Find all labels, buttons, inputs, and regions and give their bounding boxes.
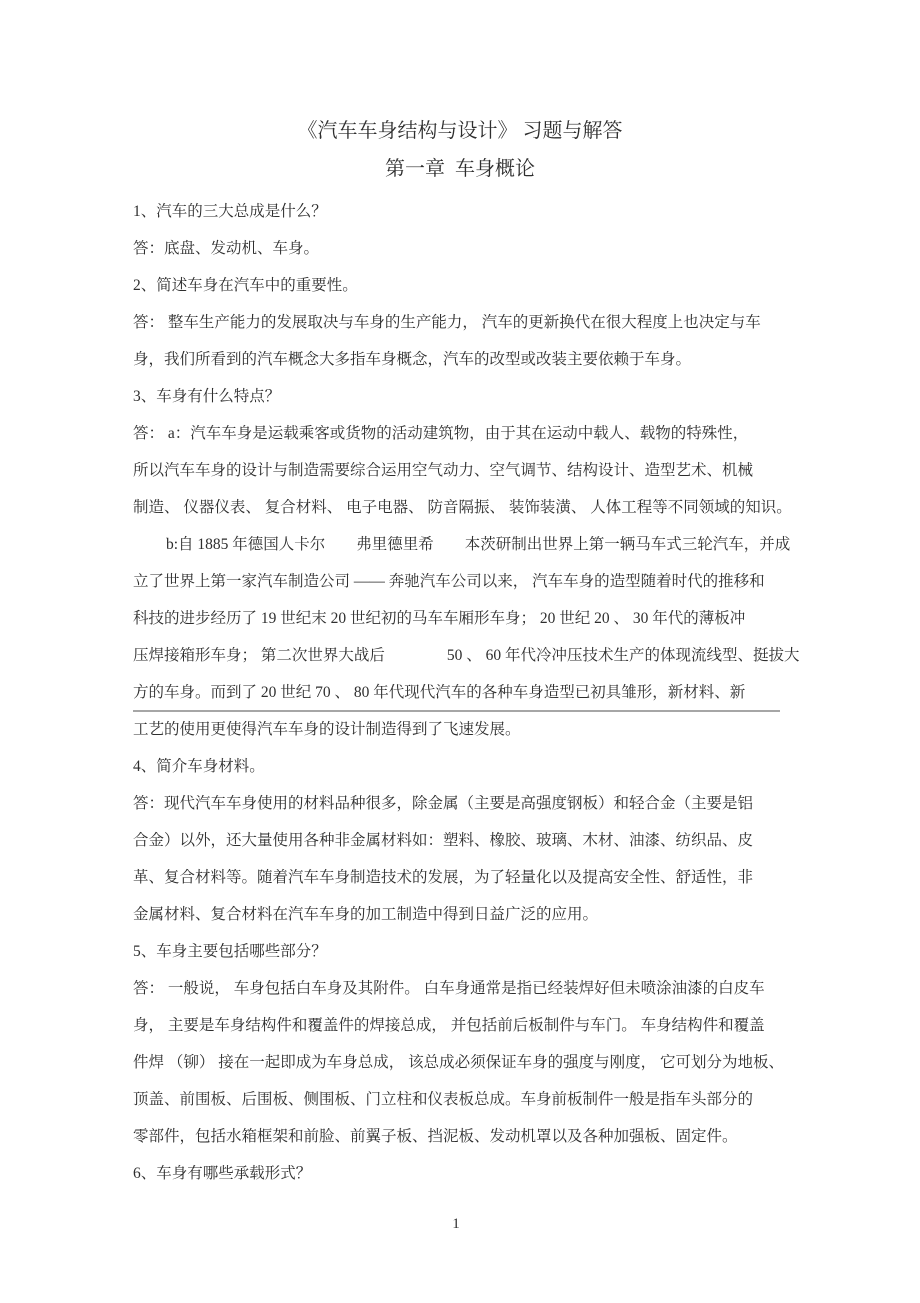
answer-line: 革、复合材料等。随着汽车车身制造技术的发展，为了轻量化以及提高安全性、舒适性，非 — [133, 869, 754, 886]
document-title: 《汽车车身结构与设计》 习题与解答 — [297, 120, 623, 142]
answer-line: 答： a：汽车车身是运载乘客或货物的活动建筑物，由于其在运动中载人、载物的特殊性， — [133, 425, 749, 442]
answer-line: 件焊 （铆） 接在一起即成为车身总成， 该总成必须保证车身的强度与刚度， 它可划分为地板、 — [133, 1054, 785, 1071]
answer-line: 答：现代汽车车身使用的材料品种很多，除金属（主要是高强度钢板）和轻合金（主要是铝 — [133, 795, 754, 812]
answer-line: 零部件，包括水箱框架和前脸、前翼子板、挡泥板、发动机罩以及各种加强板、固定件。 — [133, 1128, 738, 1145]
answer-line: 身，我们所看到的汽车概念大多指车身概念，汽车的改型或改装主要依赖于车身。 — [133, 351, 692, 368]
question-line: 6、车身有哪些承载形式？ — [133, 1165, 312, 1182]
page-number: 1 — [452, 1216, 460, 1232]
answer-line: 答： 一般说， 车身包括白车身及其附件。 白车身通常是指已经装焊好但未喷涂油漆的白皮车 — [133, 980, 765, 997]
question-line: 5、车身主要包括哪些部分？ — [133, 943, 327, 960]
answer-line: 所以汽车车身的设计与制造需要综合运用空气动力、空气调节、结构设计、造型艺术、机械 — [133, 462, 754, 479]
question-line: 2、简述车身在汽车中的重要性。 — [133, 277, 358, 294]
question-line: 4、简介车身材料。 — [133, 758, 265, 775]
question-line: 1、汽车的三大总成是什么？ — [133, 203, 327, 220]
answer-line: b:自 1885 年德国人卡尔 弗里德里希 本茨研制出世界上第一辆马车式三轮汽车，并成 — [166, 536, 791, 553]
answer-line: 答： 整车生产能力的发展取决与车身的生产能力， 汽车的更新换代在很大程度上也决定与车 — [133, 314, 761, 331]
answer-line: 科技的进步经历了 19 世纪末 20 世纪初的马车车厢形车身； 20 世纪 20 、 30 年代的薄板冲 — [133, 610, 746, 627]
page-break-divider — [133, 710, 780, 712]
answer-line: 立了世界上第一家汽车制造公司 —— 奔驰汽车公司以来， 汽车车身的造型随着时代的推移和 — [133, 573, 765, 590]
question-line: 3、车身有什么特点？ — [133, 388, 281, 405]
answer-line: 工艺的使用更使得汽车车身的设计制造得到了飞速发展。 — [133, 721, 521, 738]
answer-line: 方的车身。而到了 20 世纪 70 、 80 年代现代汽车的各种车身造型已初具雏形，新材料、新 — [133, 684, 746, 701]
chapter-heading: 第一章 车身概论 — [385, 158, 535, 180]
answer-line: 合金）以外，还大量使用各种非金属材料如：塑料、橡胶、玻璃、木材、油漆、纺织品、皮 — [133, 832, 754, 849]
answer-line: 答：底盘、发动机、车身。 — [133, 240, 320, 257]
document-body — [133, 193, 833, 1192]
answer-line: 顶盖、前围板、后围板、侧围板、门立柱和仪表板总成。车身前板制件一般是指车头部分的 — [133, 1091, 754, 1108]
answer-line: 压焊接箱形车身； 第二次世界大战后 50 、 60 年代冷冲压技术生产的体现流线型、挺拔大 — [133, 647, 800, 664]
answer-line: 身， 主要是车身结构件和覆盖件的焊接总成， 并包括前后板制件与车门。 车身结构件和覆盖 — [133, 1017, 765, 1034]
answer-line: 金属材料、复合材料在汽车车身的加工制造中得到日益广泛的应用。 — [133, 906, 599, 923]
answer-line: 制造、 仪器仪表、 复合材料、 电子电器、 防音隔振、 装饰装潢、 人体工程等不同领域的知识。 — [133, 499, 792, 516]
